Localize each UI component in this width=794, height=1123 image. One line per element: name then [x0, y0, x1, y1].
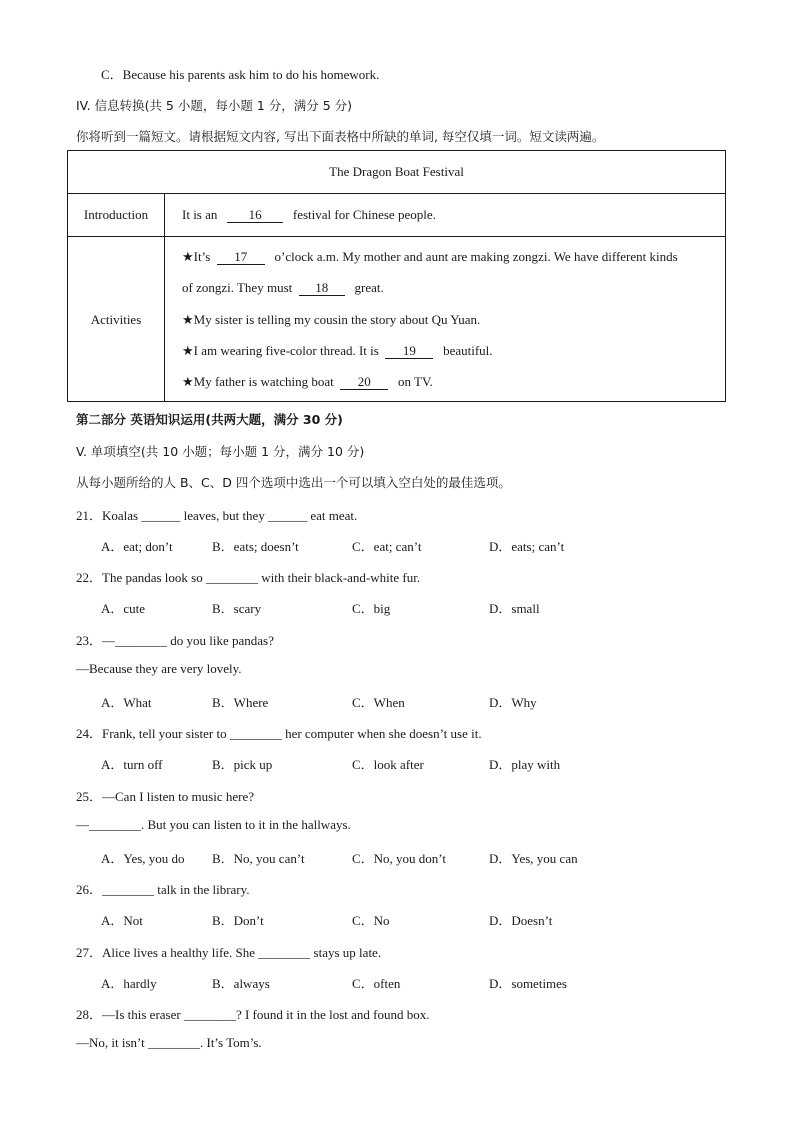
activity-line-1: ★It’s 17 o’clock a.m. My mother and aunt are making zongzi. We have different kinds	[182, 249, 678, 264]
q25-option-b[interactable]: B．No, you can’t	[212, 851, 305, 866]
q26-option-b[interactable]: B．Don’t	[212, 913, 264, 928]
option-letter: C．	[101, 67, 123, 82]
table-title-row	[68, 151, 725, 194]
q23-option-d[interactable]: D．Why	[489, 695, 537, 710]
info-table	[67, 150, 726, 402]
q25-option-c[interactable]: C．No, you don’t	[352, 851, 447, 866]
table-column-divider	[164, 193, 165, 401]
question-21-stem: 21．Koalas ______ leaves, but they ______ eat meat.	[76, 508, 358, 523]
intro-label: Introduction	[83, 207, 149, 222]
option-text: Because his parents ask him to do his homework.	[122, 67, 380, 82]
q24-option-d[interactable]: D．play with	[489, 757, 561, 772]
answer-blank-17[interactable]: 17	[217, 250, 265, 265]
q21-option-d[interactable]: D．eats; can’t	[489, 539, 565, 554]
activity-line-3: ★I am wearing five-color thread. It is 19 beautiful.	[182, 343, 493, 358]
question-28-stem: 28．—Is this eraser ________? I found it in the lost and found box.	[76, 1007, 430, 1022]
question-28-response: —No, it isn’t ________. It’s Tom’s.	[76, 1035, 262, 1050]
part-2-title: 第二部分 英语知识运用(共两大题，满分 30 分)	[76, 412, 343, 427]
q23-option-a[interactable]: A．What	[101, 695, 152, 710]
question-25-response: —________. But you can listen to it in the hallways.	[76, 817, 351, 832]
q23-option-b[interactable]: B．Where	[212, 695, 269, 710]
q24-option-c[interactable]: C．look after	[352, 757, 424, 772]
answer-blank-16[interactable]: 16	[227, 208, 283, 223]
q22-option-c[interactable]: C．big	[352, 601, 391, 616]
table-title: The Dragon Boat Festival	[329, 164, 464, 179]
section-4-title: IV. 信息转换(共 5 小题，每小题 1 分，满分 5 分)	[76, 98, 353, 113]
section-4-instruction: 你将听到一篇短文。请根据短文内容, 写出下面表格中所缺的单词, 每空仅填一词。短文读两遍。	[76, 129, 605, 144]
q25-option-d[interactable]: D．Yes, you can	[489, 851, 578, 866]
question-23-stem: 23．—________ do you like pandas?	[76, 633, 274, 648]
answer-blank-18[interactable]: 18	[299, 281, 345, 296]
section-5-instruction: 从每小题所给的人 B、C、D 四个选项中选出一个可以填入空白处的最佳选项。	[76, 475, 511, 490]
q24-option-a[interactable]: A．turn off	[101, 757, 163, 772]
intro-text: It is an 16 festival for Chinese people.	[182, 207, 436, 222]
answer-blank-19[interactable]: 19	[385, 344, 433, 359]
q21-option-b[interactable]: B．eats; doesn’t	[212, 539, 299, 554]
q20-option-c	[101, 64, 379, 83]
table-row-introduction	[68, 193, 725, 237]
q22-option-d[interactable]: D．small	[489, 601, 540, 616]
q22-option-a[interactable]: A．cute	[101, 601, 146, 616]
q27-option-b[interactable]: B．always	[212, 976, 270, 991]
q25-option-a[interactable]: A．Yes, you do	[101, 851, 185, 866]
q27-option-a[interactable]: A．hardly	[101, 976, 157, 991]
table-row-activities	[68, 236, 725, 401]
question-26-stem: 26．________ talk in the library.	[76, 882, 250, 897]
q23-option-c[interactable]: C．When	[352, 695, 405, 710]
q27-option-d[interactable]: D．sometimes	[489, 976, 567, 991]
question-24-stem: 24．Frank, tell your sister to ________ her computer when she doesn’t use it.	[76, 726, 482, 741]
q27-option-c[interactable]: C．often	[352, 976, 401, 991]
activity-line-4: ★My father is watching boat 20 on TV.	[182, 374, 433, 389]
q26-option-a[interactable]: A．Not	[101, 913, 143, 928]
q26-option-d[interactable]: D．Doesn’t	[489, 913, 553, 928]
activity-line-2: ★My sister is telling my cousin the story about Qu Yuan.	[182, 312, 481, 327]
q22-option-b[interactable]: B．scary	[212, 601, 262, 616]
question-23-response: —Because they are very lovely.	[76, 661, 242, 676]
activities-label: Activities	[90, 312, 142, 327]
q21-option-c[interactable]: C．eat; can’t	[352, 539, 422, 554]
question-22-stem: 22．The pandas look so ________ with their black-and-white fur.	[76, 570, 421, 585]
section-5-title: V. 单项填空(共 10 小题；每小题 1 分，满分 10 分)	[76, 444, 365, 459]
activity-line-1b: of zongzi. They must 18 great.	[182, 280, 384, 295]
q21-option-a[interactable]: A．eat; don’t	[101, 539, 173, 554]
q24-option-b[interactable]: B．pick up	[212, 757, 273, 772]
q26-option-c[interactable]: C．No	[352, 913, 390, 928]
question-25-stem: 25．—Can I listen to music here?	[76, 789, 254, 804]
answer-blank-20[interactable]: 20	[340, 375, 388, 390]
question-27-stem: 27．Alice lives a healthy life. She ________ stays up late.	[76, 945, 382, 960]
